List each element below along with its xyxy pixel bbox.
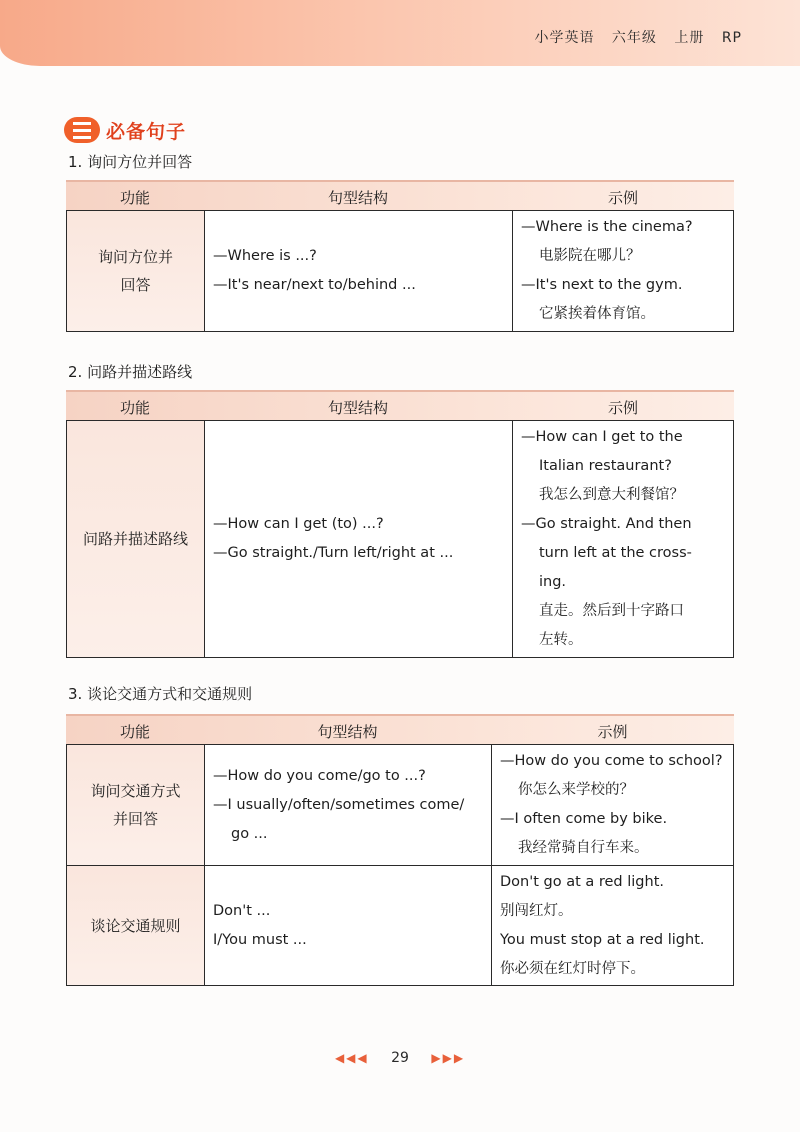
function-cell <box>67 211 205 331</box>
table2 <box>66 390 734 658</box>
function-line: 问路并描述路线 <box>82 530 188 548</box>
structure-cell <box>205 421 513 657</box>
example-line: —I often come by bike. <box>500 811 668 827</box>
example-line: 直走。然后到十字路口 <box>539 603 684 619</box>
example-line: 你怎么来学校的？ <box>518 782 634 798</box>
table2-header <box>66 390 734 420</box>
table3-title: 3. 谈论交通方式和交通规则 <box>68 685 253 703</box>
example-line: —How do you come to school? <box>500 753 723 769</box>
header-example: 示例 <box>607 399 638 417</box>
example-line: You must stop at a red light. <box>500 931 705 948</box>
structure-line: —Go straight./Turn left/right at ... <box>213 545 454 561</box>
header-structure: 句型结构 <box>327 189 388 207</box>
header-function: 功能 <box>119 189 150 207</box>
table1-header <box>66 180 734 210</box>
structure-line: —Where is ...? <box>213 248 317 264</box>
table3-header <box>66 714 734 744</box>
header-function: 功能 <box>119 723 150 741</box>
function-cell <box>67 745 205 865</box>
header-structure: 句型结构 <box>317 723 378 741</box>
example-cell <box>492 745 733 865</box>
structure-cell <box>205 866 492 985</box>
function-cell <box>67 421 205 657</box>
example-cell <box>492 866 733 985</box>
structure-line: I/You must ... <box>213 931 307 948</box>
example-line: Italian restaurant? <box>539 458 672 474</box>
table1-row <box>66 210 734 332</box>
header-structure: 句型结构 <box>327 399 388 417</box>
table3-row <box>67 866 733 985</box>
equals-icon <box>64 117 100 143</box>
edition-label: RP <box>721 30 742 46</box>
example-line: —How can I get to the <box>521 429 683 445</box>
table1-title: 1. 询问方位并回答 <box>68 153 193 171</box>
example-line: —It's next to the gym. <box>521 277 683 293</box>
table2-row <box>66 420 734 658</box>
structure-cell <box>205 211 513 331</box>
example-line: turn left at the cross- <box>539 545 692 561</box>
example-line: —Go straight. And then <box>521 516 692 532</box>
prev-arrows-icon: ◀◀◀ <box>334 1051 369 1065</box>
header-example: 示例 <box>597 723 628 741</box>
function-line: 询问交通方式 <box>90 782 181 800</box>
structure-line: —It's near/next to/behind ... <box>213 277 416 293</box>
structure-line: —I usually/often/sometimes come/ <box>213 796 465 813</box>
example-line: ing. <box>539 574 567 590</box>
function-line: 询问方位并 <box>97 248 173 266</box>
example-line: 左转。 <box>539 632 583 648</box>
structure-line: —How can I get (to) ...? <box>213 516 384 532</box>
header-function: 功能 <box>119 399 150 417</box>
example-line: Don't go at a red light. <box>500 873 664 890</box>
volume-label: 上册 <box>674 30 705 46</box>
table2-title: 2. 问路并描述路线 <box>68 363 193 381</box>
example-line: 我怎么到意大利餐馆？ <box>539 487 684 503</box>
subject-label: 小学英语 <box>534 30 595 46</box>
structure-line: —How do you come/go to ...? <box>213 767 426 784</box>
section-title <box>64 116 186 144</box>
header-info <box>522 27 742 47</box>
page-footer <box>0 1050 800 1066</box>
function-line: 并回答 <box>112 810 158 828</box>
example-line: 别闯红灯。 <box>500 902 573 919</box>
structure-line: go ... <box>231 825 268 842</box>
table3-body <box>66 744 734 986</box>
function-line: 回答 <box>120 276 151 294</box>
example-line: 电影院在哪儿？ <box>539 248 641 264</box>
section-title-text: 必备句子 <box>106 120 187 143</box>
structure-line: Don't ... <box>213 902 271 919</box>
example-line: 它紧挨着体育馆。 <box>539 306 655 322</box>
example-line: —Where is the cinema? <box>521 219 693 235</box>
table3-row <box>67 745 733 865</box>
example-cell <box>513 211 733 331</box>
example-cell <box>513 421 733 657</box>
structure-cell <box>205 745 492 865</box>
next-arrows-icon: ▶▶▶ <box>431 1051 466 1065</box>
table1 <box>66 180 734 332</box>
header-example: 示例 <box>607 189 638 207</box>
function-line: 谈论交通规则 <box>90 916 181 935</box>
example-line: 你必须在红灯时停下。 <box>500 960 645 977</box>
page-number: 29 <box>391 1050 409 1066</box>
function-cell <box>67 866 205 985</box>
grade-label: 六年级 <box>611 30 657 46</box>
table3 <box>66 714 734 986</box>
example-line: 我经常骑自行车来。 <box>518 840 649 856</box>
